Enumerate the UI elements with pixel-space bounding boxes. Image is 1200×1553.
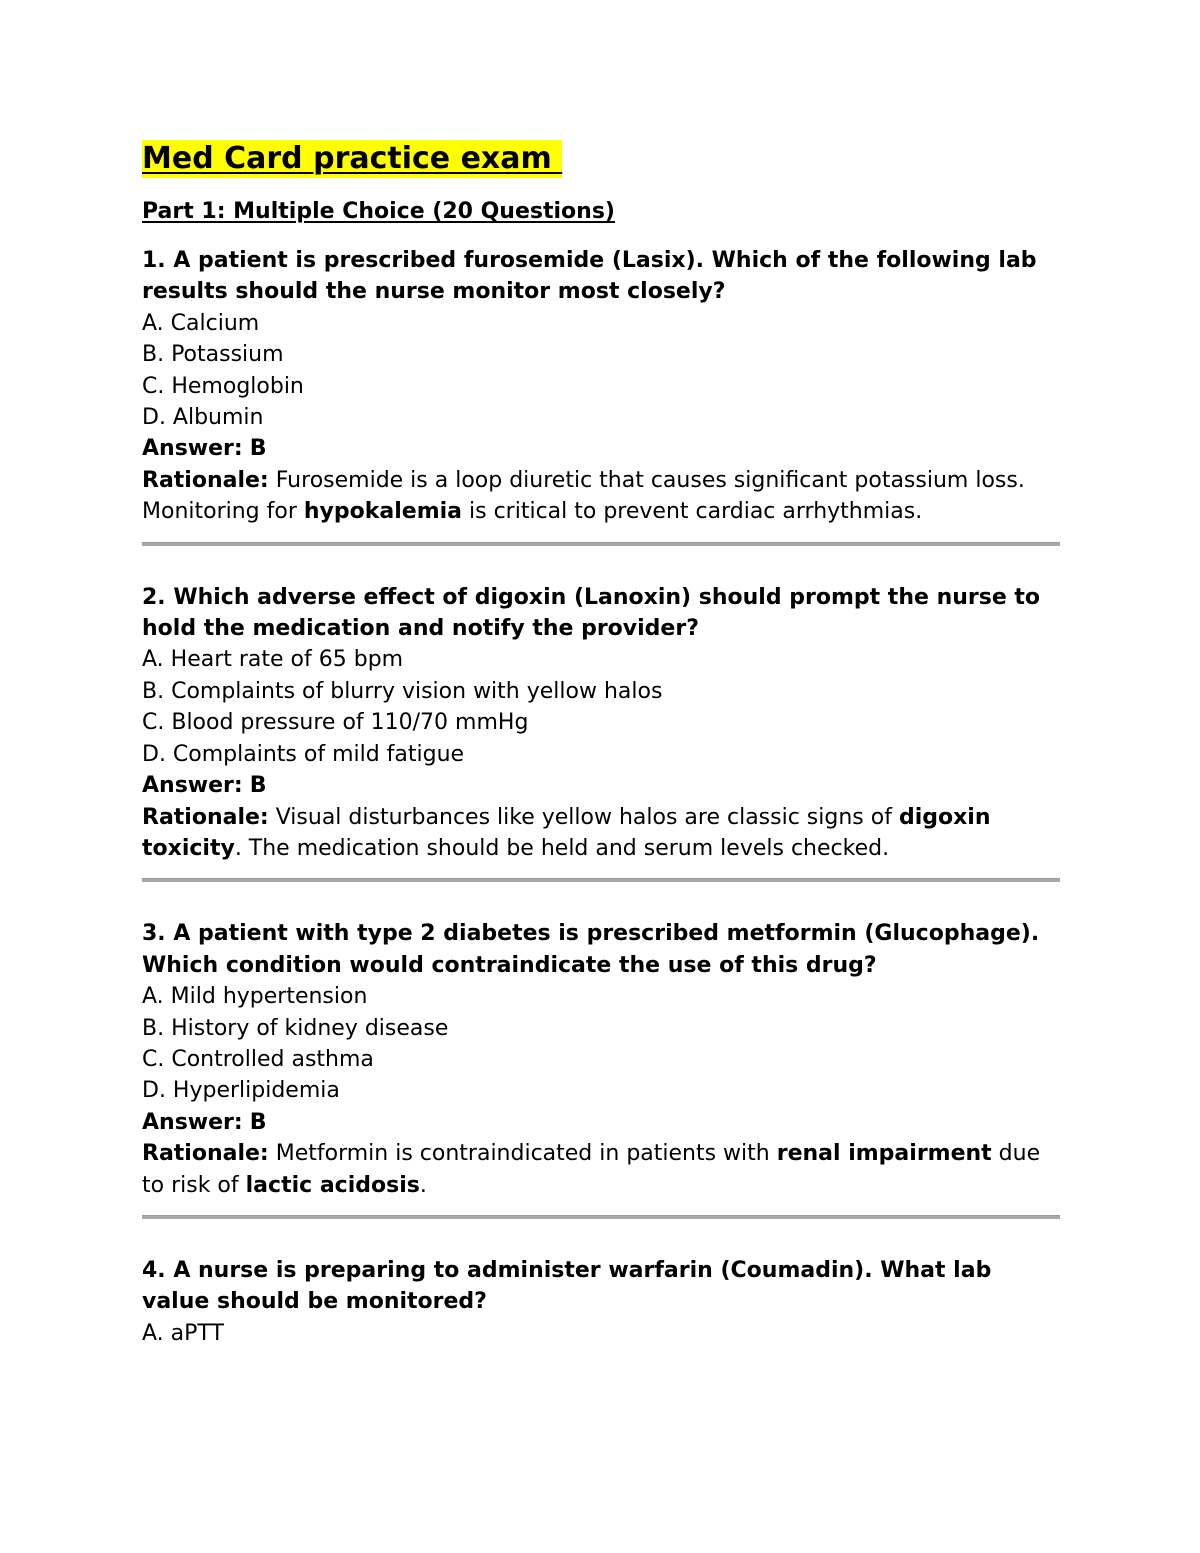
question-1 bbox=[142, 245, 1060, 546]
rationale-emphasis: hypokalemia bbox=[303, 499, 463, 525]
option-b: B. Complaints of blurry vision with yellow halos bbox=[142, 678, 663, 704]
option-c: C. Hemoglobin bbox=[142, 373, 304, 399]
part-heading: Part 1: Multiple Choice (20 Questions) bbox=[142, 199, 615, 224]
option-d: D. Complaints of mild fatigue bbox=[142, 741, 465, 767]
question-2 bbox=[142, 582, 1060, 883]
rationale-line bbox=[142, 802, 1060, 865]
rationale-label: Rationale: bbox=[142, 804, 269, 830]
answer-value: B bbox=[249, 1109, 267, 1135]
option-a: A. Calcium bbox=[142, 310, 260, 336]
question-4 bbox=[142, 1255, 1060, 1349]
question-text: 1. A patient is prescribed furosemide (Lasix). Which of the following lab results should the nurse monitor most closely? bbox=[142, 248, 1037, 305]
option-d: D. Hyperlipidemia bbox=[142, 1078, 340, 1104]
rationale-text: is critical to prevent cardiac arrhythmias. bbox=[462, 499, 923, 525]
answer-label: Answer: bbox=[142, 1109, 243, 1135]
answer-line bbox=[142, 1107, 1060, 1138]
document-title: Med Card practice exam bbox=[142, 141, 563, 176]
rationale-label: Rationale: bbox=[142, 1141, 269, 1167]
answer-label: Answer: bbox=[142, 436, 243, 462]
rationale-emphasis: lactic acidosis bbox=[245, 1172, 420, 1198]
answer-value: B bbox=[249, 436, 267, 462]
question-text: 3. A patient with type 2 diabetes is prescribed metformin (Glucophage). Which condition would contraindicate the use of this drug? bbox=[142, 921, 1040, 978]
question-text: 2. Which adverse effect of digoxin (Lanoxin) should prompt the nurse to hold the medication and notify the provider? bbox=[142, 584, 1041, 642]
option-c: C. Controlled asthma bbox=[142, 1046, 374, 1072]
question-3 bbox=[142, 918, 1060, 1219]
rationale-text: Furosemide is a loop diuretic that causes significant potassium loss. Monitoring for bbox=[142, 467, 1025, 525]
option-a: A. Mild hypertension bbox=[142, 984, 368, 1010]
option-b: B. History of kidney disease bbox=[142, 1015, 449, 1041]
option-b: B. Potassium bbox=[142, 342, 284, 368]
option-d: D. Albumin bbox=[142, 405, 264, 431]
answer-line bbox=[142, 770, 1060, 801]
section-divider bbox=[142, 1215, 1060, 1219]
rationale-label: Rationale: bbox=[142, 467, 269, 493]
section-divider bbox=[142, 542, 1060, 546]
rationale-line bbox=[142, 465, 1060, 528]
document-title-wrapper bbox=[142, 140, 1060, 178]
rationale-emphasis: digoxin toxicity bbox=[142, 804, 991, 861]
option-a: A. Heart rate of 65 bpm bbox=[142, 647, 404, 673]
rationale-line bbox=[142, 1138, 1060, 1201]
option-a: A. aPTT bbox=[142, 1320, 224, 1346]
answer-label: Answer: bbox=[142, 773, 243, 799]
rationale-text: . bbox=[419, 1172, 427, 1198]
document-content bbox=[142, 140, 1060, 1349]
answer-value: B bbox=[249, 773, 267, 799]
rationale-text: due to risk of bbox=[142, 1141, 1041, 1198]
section-divider bbox=[142, 878, 1060, 882]
question-text: 4. A nurse is preparing to administer warfarin (Coumadin). What lab value should be monitored? bbox=[142, 1257, 992, 1315]
option-c: C. Blood pressure of 110/70 mmHg bbox=[142, 710, 529, 736]
rationale-text: Visual disturbances like yellow halos are classic signs of bbox=[275, 804, 899, 830]
rationale-text: . The medication should be held and serum levels checked. bbox=[234, 835, 890, 861]
rationale-emphasis: renal impairment bbox=[776, 1141, 992, 1167]
rationale-text: Metformin is contraindicated in patients with bbox=[275, 1141, 777, 1167]
answer-line bbox=[142, 433, 1060, 464]
